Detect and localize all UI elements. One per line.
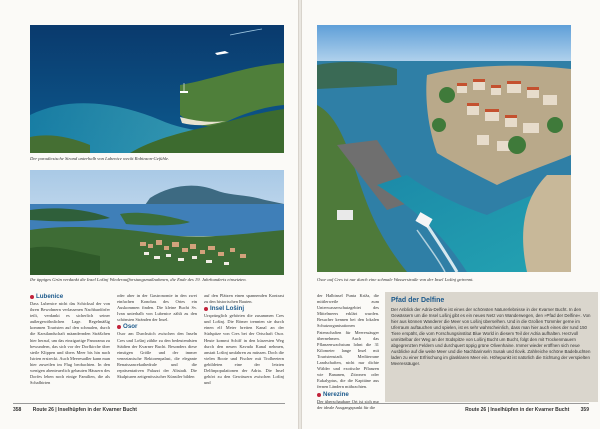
beach-photo-caption: Der paradiesische Strand unterhalb von Lubenice weckt Robinson-Gefühle. — [30, 156, 170, 161]
footer-rule — [317, 403, 589, 404]
body-text: Ursprünglich gehörten die zusammen Cres und Lošinj. Die Römer trennten sie durch einen elf Meter breiten Kanal an der Südspitze von Cres bei der Ortschaft Osor. Heute kommt Schiff in den kürzesten Weg durch den neuen Kavada Kanal nehmen, anstatt Lošinj umfahren zu müssen. Doch die vielen Boote und Fischer mit Trolbeetern gebildeten eine der letzten Delfinpopulationen der Adria. Die Insel gehört zu den Gewässern zwischen Lošinj und — [204, 313, 284, 386]
body-text: Osor am Durchstich zwischen den Inseln Cres und Lošinj zählte zu den bedeutendsten Städten der Kvarner Bucht. Besonders diese einstigen Größe und der immer venezianische Rektorenpalast, die elegante Renaissancekathedrale und die repräsentativen Palazzi der Altstadt. Die Skulpturen zeitgenössischer Künstler bilden — [117, 331, 197, 380]
body-text: Dass Lubenice nicht das Schicksal der von ihren Bewohnern verlassenen Nachbardörfer teilt, verdankt es sicherlich seiner außergewöhnlichen Lage. Regelmäßig kommen Touristen auf den schmalen, durch die Karstlandschaft mäandernden Sträßchen hier herauf, um das einzigartige Panorama zu bewundern, das sich vor der Dorfkirche über steile Klippen und übers Meer bis hin nach Istrien erstreckt. Auch Meeresadler kann man hier zuweilen im Flug beobachten. In den wenigen abenteuerlich gebauten Häusern des Dorfes leben noch einige Familien, die als Schafhirten — [30, 301, 110, 386]
bullet-icon — [30, 295, 34, 299]
body-text: oder aber in der Gastronomie in den zwei einfachen Konobas des Ortes ein Auskommen finden. Die kleine Bucht Sv. Ivan unterhalb von Lubenice zählt zu den schönsten Stränden der Insel. — [117, 293, 197, 323]
text-column-1 — [30, 293, 110, 401]
text-column-3 — [204, 293, 284, 401]
info-box-dolphin-trail — [385, 292, 598, 402]
route-title: Route 26 | Inselhüpfen in der Kvarner Bucht — [465, 407, 570, 413]
body-text: auf den Plätzen einen spannenden Kontrast zu den historischen Bauten. — [204, 293, 284, 305]
route-title: Route 26 | Inselhüpfen in der Kvarner Bucht — [32, 407, 137, 413]
left-footer — [13, 407, 285, 413]
section-heading-nerezine: Nerezine — [317, 391, 379, 399]
section-heading-lubenice: Lubenice — [30, 293, 110, 301]
body-text: der Halbinsel Punta Križa, die mittlerweile zum Unterwasserschutzgebiet des Mittelmeers erklärt wurden. Besucher kennen bei den lokalen Schutzorganisationen Patenschaften für Meeressäuger übernehmen. Auch das Pflanzenwachstum lohnt die 31 Kilometer lange Insel mit Touristenstadt. Mediterrane Landschaften, nicht nur dichte Wälder und exotische Pflanzen wie Bananen, Zitronen oder Eukalyptus, die die Kapitäne aus fernen Ländern mitbrachten. — [317, 293, 379, 390]
bullet-icon — [317, 393, 321, 397]
footer-rule — [13, 403, 285, 404]
section-heading-osor: Osor — [117, 323, 197, 331]
section-heading-losinj: Insel Lošinj — [204, 305, 284, 313]
page-number: 358 — [13, 407, 22, 413]
info-box-title: Pfad der Delfine — [391, 297, 445, 304]
bullet-icon — [204, 307, 208, 311]
osor-canal-photo — [317, 25, 571, 272]
left-page — [0, 0, 298, 429]
body-text: Der überschaubare Ort ist sich nur der ideale Ausgangspunkt für die — [317, 398, 379, 410]
page-number: 359 — [580, 407, 589, 413]
island-photo-caption: Ihr üppiges Grün verdankt die Insel Lošinj Wiederaufforstungsmaßnahmen, die Ende des 19. Jahrhunderts einsetzten. — [30, 277, 247, 282]
osor-canal-caption: Osor auf Cres ist nur durch eine schmale Wasserstraße von der Insel Lošinj getrennt. — [317, 277, 474, 282]
info-box-text: Der Anblick der Adria-Delfine ist eines der schönsten Naturerlebnisse in der Kvarner Bucht. In den Gewässern um die Insel Lošinj gibt es ein neues Netz von Wanderwegen, den »Pfad der Delfine«. Von hier aus können Wanderer die Meer von Lošinj überselhen. Und in die Großen Tümmler gerne im Uferraum auftauchen und spielen, ist es sehr wahrscheinlich, dass man hier auch eines der rund 150 Tiere erspäht, die vom Forschungsinstitut Blue World in diesem Teil der Adria aufhalten. Herzvoll unmittelbar der Weg an der Südspitze von Lošinj Bucht um Bucht, folgt den mit Trockenmauern abgegrenzten Feldern und durchquert üppig grüne Olivenhaine. Immer wieder eröffnen sich neue Ausblicke auf die weite Meer und die Nachbarinseln Susak und Ilovik. Zahlreiche schöne Badebuchten laden zu einer Erfrischung im glasklaren Meer ein. Höhepunkt ist natürlich die Sichtung der verspielten Meeressäuger. — [391, 307, 591, 366]
text-column-4 — [317, 293, 379, 410]
bullet-icon — [117, 325, 121, 329]
island-photo — [30, 170, 284, 275]
beach-photo — [30, 25, 284, 153]
right-footer — [317, 407, 589, 413]
text-column-2 — [117, 293, 197, 401]
